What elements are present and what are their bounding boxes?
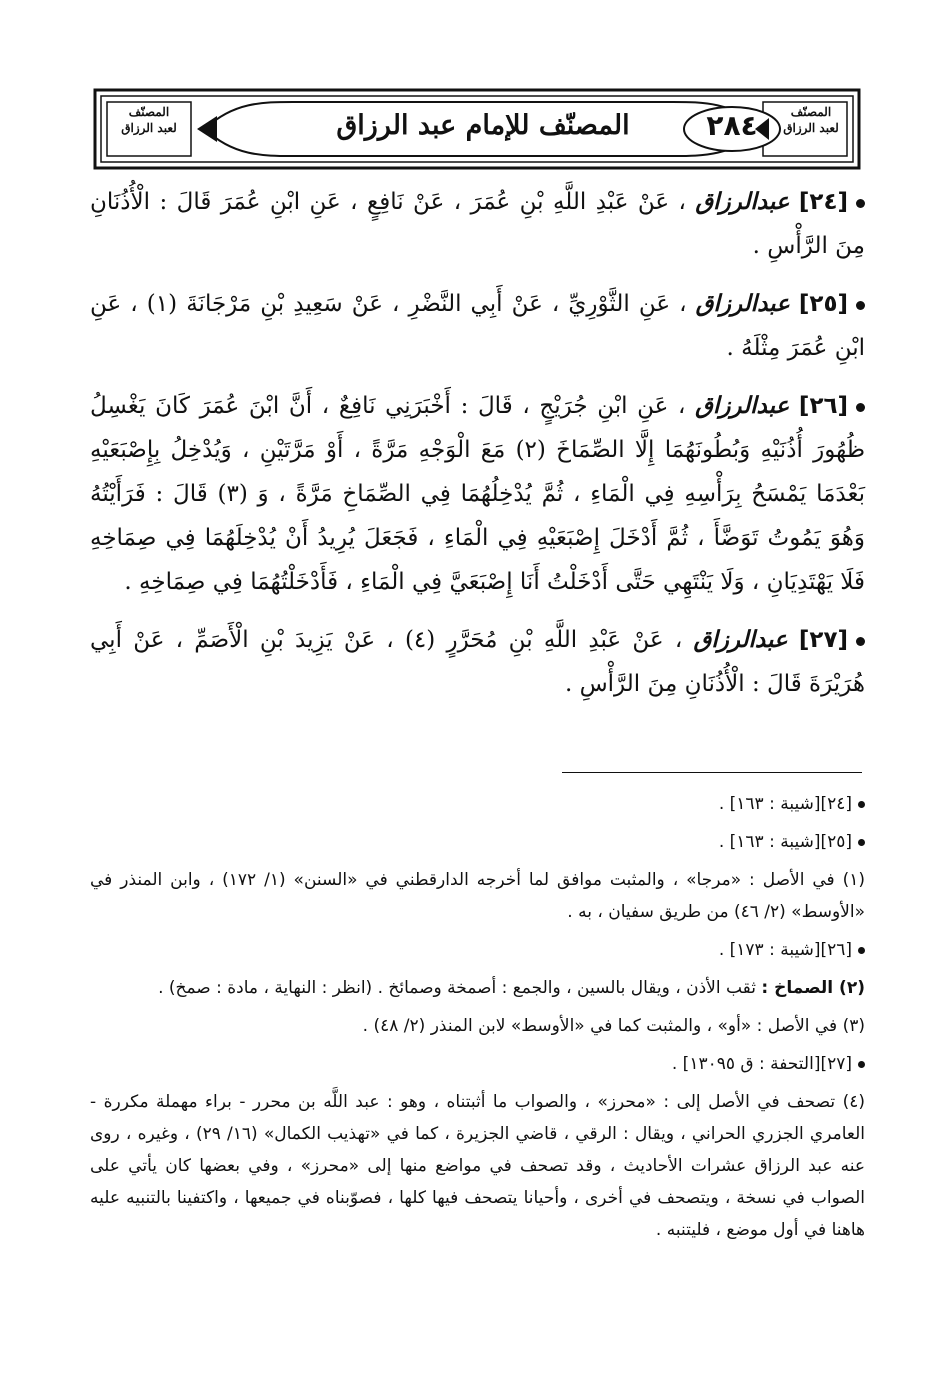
hadith-number: [٢٤] — [798, 189, 848, 215]
reference-note: [٢٥][شيبة : ١٦٣] . — [90, 826, 865, 858]
bullet-icon — [856, 403, 865, 412]
bullet-icon — [858, 947, 865, 954]
bullet-icon — [856, 301, 865, 310]
bullet-icon — [858, 1061, 865, 1068]
footnote: (٢) الصماخ : ثقب الأذن ، ويقال بالسين ، والجمع : أصمخة وصمائخ . (انظر : النهاية ، مادة : صمخ) . — [158, 978, 865, 998]
footnote: (٤) تصحف في الأصل إلى : «محرز» ، والصواب ما أثبتناه ، وهو : عبد اللَّه بن محرر - براء مهملة مكررة - العامري الجزري الحراني ، ويقال : الرقي ، قاضي الجزيرة ، كما في «تهذيب الكمال» (١٦/ ٢٩) ، وغيره ، روى عنه عبد الرزاق عشرات الأحاديث ، وقد تصحف في مواضع منها إلى «محرز» ، وفي بعضها كان يأتي على الصواب في نسخة ، ويتصحف في أخرى ، وأحيانا يتصحف فيها كلها ، فصوّبناه في جميعها ، واكتفينا بالتنبيه عليه هاهنا في أول موضع ، فليتنبه . — [90, 1092, 865, 1240]
hadith-number: [٢٦] — [798, 393, 849, 419]
seal-logo-right: المصنّف لعبد الرزاق — [783, 105, 839, 135]
reference-note: [٢٦][شيبة : ١٧٣] . — [90, 934, 865, 966]
main-text — [90, 180, 865, 720]
hadith-text: ، عَنْ عَبْدِ اللَّهِ بْنِ مُحَرَّرٍ (٤) ، عَنْ يَزِيدَ بْنِ الْأَصَمِّ ، عَنْ أَبِي هُرَيْرَةَ قَالَ : الْأُذُنَانِ مِنَ الرَّأْسِ . — [90, 627, 865, 697]
reference-note: [٢٤][شيبة : ١٦٣] . — [90, 788, 865, 820]
reference-note: [٢٧][التحفة : ق ١٣٠٩٥] . — [90, 1048, 865, 1080]
hadith-text: ، عَنِ ابْنِ جُرَيْجٍ ، قَالَ : أَخْبَرَنِي نَافِعٌ ، أَنَّ ابْنَ عُمَرَ كَانَ يَغْسِلُ ظُهُورَ أُذُنَيْهِ وَبُطُونَهُمَا إِلَّا الصِّمَاخَ (٢) مَعَ الْوَجْهِ مَرَّةً ، أَوْ مَرَّتَيْنِ ، وَيُدْخِلُ بِإِصْبَعَيْهِ بَعْدَمَا يَمْسَحُ بِرَأْسِهِ فِي الْمَاءِ ، ثُمَّ يُدْخِلُهُمَا فِي الصِّمَاخِ مَرَّةً ، وَ (٣) قَالَ : فَرَأَيْتُهُ وَهُوَ يَمُوتُ تَوَضَّأَ ، ثُمَّ أَدْخَلَ إِصْبَعَيْهِ فِي الْمَاءِ ، فَجَعَلَ يُرِيدُ أَنْ يُدْخِلَهُمَا فِي صِمَاخِهِ فَلَا يَهْتَدِيَانِ ، وَلَا يَنْتَهِي حَتَّى أَدْخَلْتُ أَنَا إِصْبَعَيَّ فِي الْمَاءِ ، فَأَدْخَلْتُهُمَا فِي صِمَاخِهِ . — [90, 393, 866, 595]
hadith-text: ، عَنْ عَبْدِ اللَّهِ بْنِ عُمَرَ ، عَنْ نَافِعٍ ، عَنِ ابْنِ عُمَرَ قَالَ : الْأُذُنَانِ مِنَ الرَّأْسِ . — [90, 189, 865, 259]
footnote: (١) في الأصل : «مرجا» ، والمثبت موافق لما أخرجه الدارقطني في «السنن» (١/ ١٧٢) ، وابن المنذر في «الأوسط» (٢/ ٤٦) من طريق سفيان ، به . — [90, 870, 865, 922]
bullet-icon — [858, 839, 865, 846]
hadith-paragraph — [90, 180, 865, 268]
footnote: (٣) في الأصل : «أو» ، والمثبت كما في «الأوسط» لابن المنذر (٢/ ٤٨) . — [362, 1016, 865, 1036]
hadith-number: [٢٥] — [798, 291, 848, 317]
page-number: ٢٨٤ — [706, 109, 758, 142]
narrator-name: عبدالرزاق — [695, 392, 790, 419]
narrator-name: عبدالرزاق — [695, 290, 790, 317]
footnotes — [90, 788, 865, 1252]
bullet-icon — [856, 199, 865, 208]
running-title: المصنّف للإمام عبد الرزاق — [336, 110, 630, 141]
narrator-name: عبدالرزاق — [693, 626, 788, 653]
bullet-icon — [856, 637, 865, 646]
hadith-text: ، عَنِ الثَّوْرِيِّ ، عَنْ أَبِي النَّضْرِ ، عَنْ سَعِيدِ بْنِ مَرْجَانَةَ (١) ، عَنِ ابْنِ عُمَرَ مِثْلَهُ . — [90, 291, 865, 361]
footnote-term: (٢) الصماخ : — [761, 978, 865, 998]
hadith-number: [٢٧] — [798, 627, 848, 653]
hadith-paragraph — [90, 282, 865, 370]
bullet-icon — [858, 801, 865, 808]
narrator-name: عبدالرزاق — [695, 188, 790, 215]
page-header — [93, 88, 861, 170]
footnote-divider — [562, 772, 862, 773]
hadith-paragraph — [90, 384, 865, 604]
hadith-paragraph — [90, 618, 865, 706]
seal-logo-left: المصنّف لعبد الرزاق — [121, 105, 177, 135]
